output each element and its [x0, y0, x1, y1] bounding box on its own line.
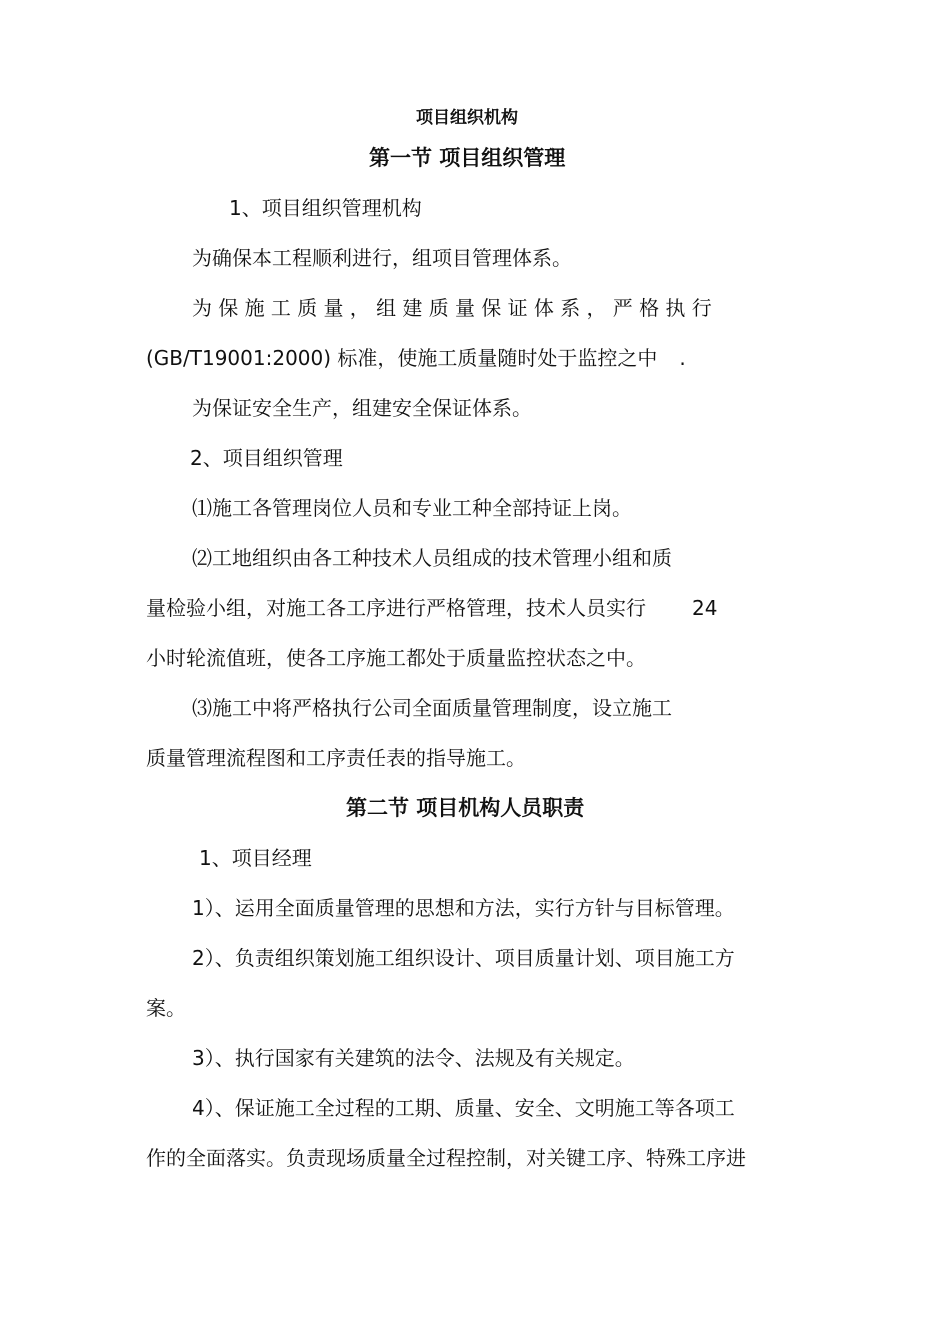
duty-2-line1: 2）、负责组织策划施工组织设计、项目质量计划、项目施工方: [192, 946, 735, 970]
duty-4-line1: 4）、保证施工全过程的工期、质量、安全、文明施工等各项工: [192, 1096, 735, 1120]
section1-subheading-2: 2、项目组织管理: [190, 446, 343, 470]
section2-subheading-1: 1、项目经理: [199, 846, 312, 870]
section2-heading: 第二节 项目机构人员职责: [346, 796, 585, 820]
list-item-2-line2: [146, 594, 717, 622]
list-item-2-line1: ⑵工地组织由各工种技术人员组成的技术管理小组和质: [192, 546, 672, 570]
hours-number: 24: [692, 596, 718, 620]
list-item-3-line2: 质量管理流程图和工序责任表的指导施工。: [146, 746, 526, 770]
section1-subheading-1: 1、项目组织管理机构: [229, 196, 422, 220]
paragraph-quality-system-line2: [146, 344, 686, 372]
duty-4-line2: 作的全面落实。负责现场质量全过程控制，对关键工序、特殊工序进: [146, 1146, 746, 1170]
duty-1: 1）、运用全面质量管理的思想和方法，实行方针与目标管理。: [192, 896, 735, 920]
trailing-period: .: [679, 346, 686, 370]
list-item-3-line1: ⑶施工中将严格执行公司全面质量管理制度，设立施工: [192, 696, 672, 720]
duty-2-line2: 案。: [146, 996, 186, 1020]
duty-3: 3）、执行国家有关建筑的法令、法规及有关规定。: [192, 1046, 635, 1070]
list-item-1: ⑴施工各管理岗位人员和专业工种全部持证上岗。: [192, 496, 632, 520]
paragraph-project-system: 为确保本工程顺利进行，组项目管理体系。: [192, 246, 572, 270]
list-item-2-text: 量检验小组，对施工各工序进行严格管理，技术人员实行: [146, 596, 646, 620]
standard-text: (GB/T19001:2000) 标准，使施工质量随时处于监控之中: [146, 346, 658, 370]
document-title: 项目组织机构: [416, 108, 518, 128]
paragraph-safety-system: 为保证安全生产，组建安全保证体系。: [192, 396, 532, 420]
list-item-2-line3: 小时轮流值班，使各工序施工都处于质量监控状态之中。: [146, 646, 646, 670]
section1-heading: 第一节 项目组织管理: [369, 146, 566, 170]
paragraph-quality-system-line1: 为保施工质量，组建质量保证体系，严格执行: [192, 296, 718, 320]
